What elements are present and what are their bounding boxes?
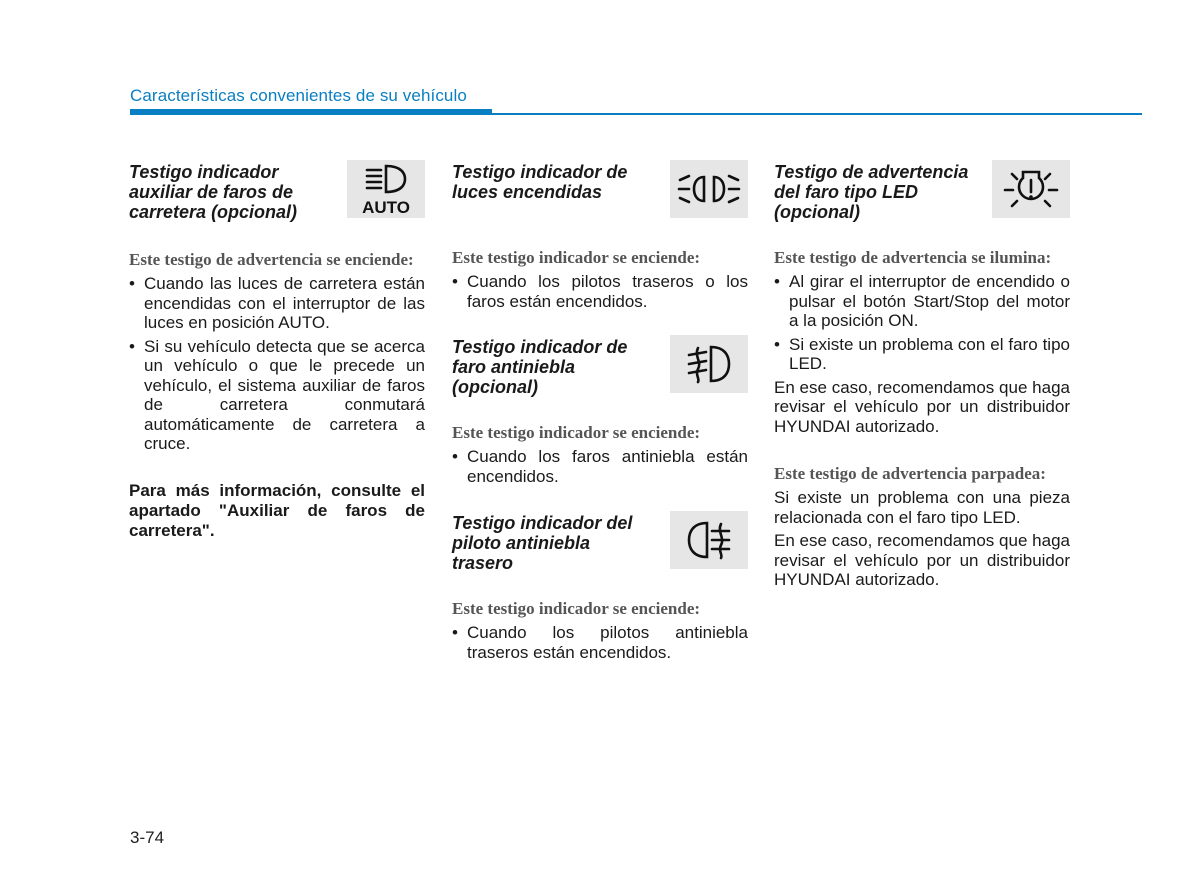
list-item: • Cuando los pilotos traseros o los faros están encendidos. [452,272,748,311]
section-subheading: Este testigo de advertencia parpadea: [774,464,1046,483]
list-item: • Si su vehículo detecta que se acerca un vehículo o que le precede un vehículo, el sistema auxiliar de faros de carretera conmutará automáticamente de carretera a cruce. [129,337,425,454]
rear-fog-light-icon [670,511,748,569]
section-subheading: Este testigo indicador se enciende: [452,599,701,618]
section-title: Testigo de advertencia del faro tipo LED (opcional) [774,162,969,222]
auto-high-beam-section-header [129,160,425,222]
auto-high-beam-icon [347,160,425,218]
led-headlamp-warning-icon [992,160,1070,218]
rear-fog-section-header [452,511,748,573]
list-item: • Al girar el interruptor de encendido o pulsar el botón Start/Stop del motor a la posición ON. [774,272,1070,331]
section-subheading: Este testigo de advertencia se enciende: [129,250,414,269]
section-subheading: Este testigo indicador se enciende: [452,423,701,442]
position-lights-icon [670,160,748,218]
section-title: Testigo indicador del piloto antiniebla trasero [452,513,633,573]
front-fog-light-icon [670,335,748,393]
paragraph: En ese caso, recomendamos que haga revisar el vehículo por un distribuidor HYUNDAI autorizado. [774,377,1070,436]
bullet-list [452,447,748,486]
page-number: 3-74 [130,828,165,847]
front-fog-section-header [452,335,748,397]
list-item: • Cuando los faros antiniebla están encendidos. [452,447,748,486]
bullet-list [774,272,1070,374]
section-title: Testigo indicador de luces encendidas [452,162,628,202]
column-3 [774,160,1070,590]
bullet-list [129,274,425,454]
bullet-list [452,272,748,311]
section-subheading: Este testigo indicador se enciende: [452,248,701,267]
column-2 [452,160,748,662]
header-rule [130,113,1142,115]
reference-note: Para más información, consulte el apartado "Auxiliar de faros de carretera". [129,480,425,540]
section-title: Testigo indicador de faro antiniebla (opcional) [452,337,628,397]
paragraph: Si existe un problema con una pieza relacionada con el faro tipo LED. [774,488,1070,527]
paragraph: En ese caso, recomendamos que haga revisar el vehículo por un distribuidor HYUNDAI autorizado. [774,531,1070,589]
list-item: • Si existe un problema con el faro tipo LED. [774,335,1070,374]
auto-label: AUTO [362,198,410,216]
list-item: • Cuando las luces de carretera están encendidas con el interruptor de las luces en posición AUTO. [129,274,425,333]
list-item: • Cuando los pilotos antiniebla traseros están encendidos. [452,623,748,662]
section-title: Testigo indicador auxiliar de faros de carretera (opcional) [129,162,298,222]
bullet-list [452,623,748,662]
column-1 [129,160,425,541]
led-warning-section-header [774,160,1070,222]
page-header-title: Características convenientes de su vehículo [130,86,467,105]
position-lights-section-header [452,160,748,218]
section-subheading: Este testigo de advertencia se ilumina: [774,248,1052,267]
